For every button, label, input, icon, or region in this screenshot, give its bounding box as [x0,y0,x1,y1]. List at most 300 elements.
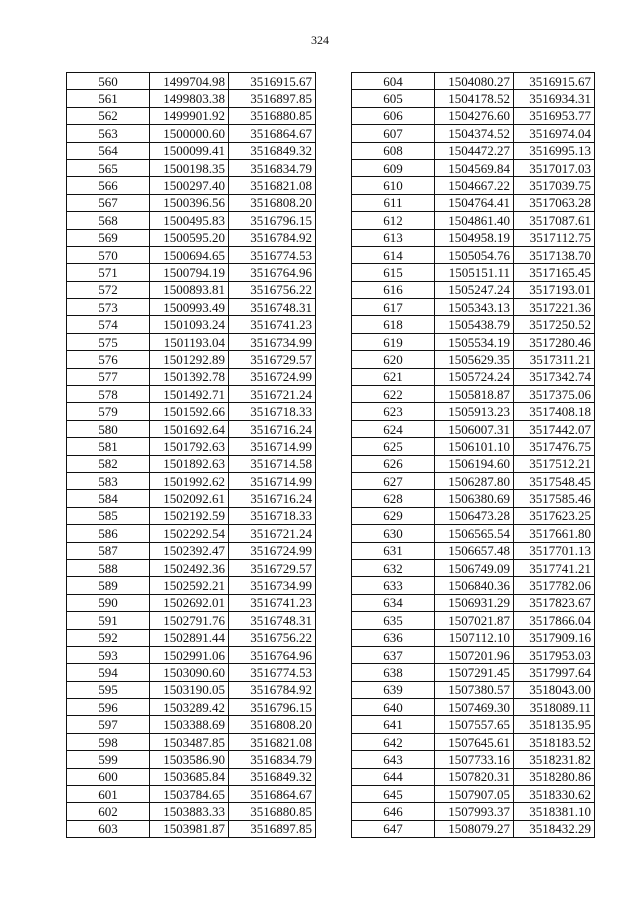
point-number-cell: 577 [67,368,150,385]
point-number-cell: 610 [352,177,435,194]
table-row [352,73,595,90]
y-coordinate-cell: 3516741.23 [229,316,316,333]
table-row [352,768,595,785]
x-coordinate-cell: 1501592.66 [150,403,229,420]
y-coordinate-cell: 3517138.70 [514,246,595,263]
right-table-body [352,73,595,838]
point-number-cell: 615 [352,264,435,281]
x-coordinate-cell: 1505247.24 [435,281,514,298]
y-coordinate-cell: 3516764.96 [229,646,316,663]
point-number-cell: 568 [67,212,150,229]
point-number-cell: 595 [67,681,150,698]
table-row [352,316,595,333]
table-row [352,472,595,489]
point-number-cell: 564 [67,142,150,159]
table-row [352,212,595,229]
table-row [67,264,316,281]
point-number-cell: 627 [352,472,435,489]
y-coordinate-cell: 3517623.25 [514,507,595,524]
x-coordinate-cell: 1499704.98 [150,73,229,90]
table-row [352,264,595,281]
table-row [67,507,316,524]
point-number-cell: 592 [67,629,150,646]
point-number-cell: 635 [352,612,435,629]
point-number-cell: 575 [67,333,150,350]
point-number-cell: 629 [352,507,435,524]
y-coordinate-cell: 3516774.53 [229,246,316,263]
x-coordinate-cell: 1503487.85 [150,733,229,750]
table-row [352,681,595,698]
y-coordinate-cell: 3516953.77 [514,107,595,124]
y-coordinate-cell: 3516849.32 [229,768,316,785]
table-row [67,664,316,681]
point-number-cell: 619 [352,333,435,350]
point-number-cell: 646 [352,803,435,820]
table-row [67,316,316,333]
y-coordinate-cell: 3516864.67 [229,125,316,142]
x-coordinate-cell: 1500893.81 [150,281,229,298]
table-row [67,699,316,716]
x-coordinate-cell: 1506840.36 [435,577,514,594]
table-row [67,646,316,663]
y-coordinate-cell: 3516756.22 [229,629,316,646]
y-coordinate-cell: 3516716.24 [229,490,316,507]
table-row [67,490,316,507]
table-row [352,525,595,542]
y-coordinate-cell: 3517165.45 [514,264,595,281]
y-coordinate-cell: 3517512.21 [514,455,595,472]
y-coordinate-cell: 3516849.32 [229,142,316,159]
table-row [352,577,595,594]
point-number-cell: 574 [67,316,150,333]
table-row [352,438,595,455]
point-number-cell: 594 [67,664,150,681]
y-coordinate-cell: 3517250.52 [514,316,595,333]
x-coordinate-cell: 1506473.28 [435,507,514,524]
table-row [67,803,316,820]
left-table-body [67,73,316,838]
point-number-cell: 645 [352,786,435,803]
x-coordinate-cell: 1501292.89 [150,351,229,368]
y-coordinate-cell: 3517442.07 [514,420,595,437]
table-row [67,229,316,246]
x-coordinate-cell: 1506007.31 [435,420,514,437]
x-coordinate-cell: 1507733.16 [435,751,514,768]
x-coordinate-cell: 1506749.09 [435,559,514,576]
point-number-cell: 611 [352,194,435,211]
x-coordinate-cell: 1500198.35 [150,159,229,176]
x-coordinate-cell: 1500396.56 [150,194,229,211]
point-number-cell: 631 [352,542,435,559]
y-coordinate-cell: 3516714.99 [229,438,316,455]
table-row [67,594,316,611]
y-coordinate-cell: 3516724.99 [229,542,316,559]
y-coordinate-cell: 3516784.92 [229,229,316,246]
y-coordinate-cell: 3516718.33 [229,507,316,524]
x-coordinate-cell: 1505913.23 [435,403,514,420]
x-coordinate-cell: 1503388.69 [150,716,229,733]
table-row [67,681,316,698]
y-coordinate-cell: 3516821.08 [229,733,316,750]
point-number-cell: 602 [67,803,150,820]
point-number-cell: 614 [352,246,435,263]
x-coordinate-cell: 1501093.24 [150,316,229,333]
y-coordinate-cell: 3517997.64 [514,664,595,681]
y-coordinate-cell: 3516729.57 [229,559,316,576]
point-number-cell: 585 [67,507,150,524]
x-coordinate-cell: 1507021.87 [435,612,514,629]
x-coordinate-cell: 1505151.11 [435,264,514,281]
table-row [352,281,595,298]
table-row [67,73,316,90]
point-number-cell: 637 [352,646,435,663]
x-coordinate-cell: 1503685.84 [150,768,229,785]
y-coordinate-cell: 3516721.24 [229,525,316,542]
x-coordinate-cell: 1506287.80 [435,472,514,489]
point-number-cell: 581 [67,438,150,455]
x-coordinate-cell: 1507645.61 [435,733,514,750]
point-number-cell: 606 [352,107,435,124]
table-row [352,159,595,176]
x-coordinate-cell: 1507993.37 [435,803,514,820]
y-coordinate-cell: 3516808.20 [229,194,316,211]
table-row [352,177,595,194]
point-number-cell: 579 [67,403,150,420]
table-row [352,90,595,107]
x-coordinate-cell: 1503784.65 [150,786,229,803]
point-number-cell: 626 [352,455,435,472]
x-coordinate-cell: 1507291.45 [435,664,514,681]
y-coordinate-cell: 3518135.95 [514,716,595,733]
point-number-cell: 569 [67,229,150,246]
point-number-cell: 643 [352,751,435,768]
y-coordinate-cell: 3516718.33 [229,403,316,420]
y-coordinate-cell: 3518381.10 [514,803,595,820]
x-coordinate-cell: 1503289.42 [150,699,229,716]
y-coordinate-cell: 3517661.80 [514,525,595,542]
point-number-cell: 597 [67,716,150,733]
point-number-cell: 644 [352,768,435,785]
point-number-cell: 572 [67,281,150,298]
x-coordinate-cell: 1503090.60 [150,664,229,681]
table-row [352,455,595,472]
x-coordinate-cell: 1501392.78 [150,368,229,385]
y-coordinate-cell: 3517311.21 [514,351,595,368]
point-number-cell: 628 [352,490,435,507]
table-row [352,246,595,263]
table-row [67,768,316,785]
point-number-cell: 638 [352,664,435,681]
table-row [67,159,316,176]
point-number-cell: 586 [67,525,150,542]
table-row [67,559,316,576]
x-coordinate-cell: 1507380.57 [435,681,514,698]
point-number-cell: 598 [67,733,150,750]
y-coordinate-cell: 3516995.13 [514,142,595,159]
x-coordinate-cell: 1504569.84 [435,159,514,176]
point-number-cell: 607 [352,125,435,142]
point-number-cell: 573 [67,299,150,316]
table-row [67,786,316,803]
table-row [67,333,316,350]
table-row [67,142,316,159]
point-number-cell: 624 [352,420,435,437]
point-number-cell: 618 [352,316,435,333]
x-coordinate-cell: 1502692.01 [150,594,229,611]
y-coordinate-cell: 3516714.99 [229,472,316,489]
x-coordinate-cell: 1502492.36 [150,559,229,576]
table-row [67,125,316,142]
y-coordinate-cell: 3516724.99 [229,368,316,385]
point-number-cell: 630 [352,525,435,542]
point-number-cell: 588 [67,559,150,576]
x-coordinate-cell: 1503586.90 [150,751,229,768]
table-row [352,646,595,663]
x-coordinate-cell: 1502891.44 [150,629,229,646]
x-coordinate-cell: 1501892.63 [150,455,229,472]
table-row [67,716,316,733]
x-coordinate-cell: 1505534.19 [435,333,514,350]
y-coordinate-cell: 3517866.04 [514,612,595,629]
point-number-cell: 625 [352,438,435,455]
point-number-cell: 576 [67,351,150,368]
table-row [352,507,595,524]
x-coordinate-cell: 1506380.69 [435,490,514,507]
y-coordinate-cell: 3516729.57 [229,351,316,368]
point-number-cell: 639 [352,681,435,698]
table-row [67,420,316,437]
point-number-cell: 601 [67,786,150,803]
y-coordinate-cell: 3516741.23 [229,594,316,611]
point-number-cell: 604 [352,73,435,90]
point-number-cell: 587 [67,542,150,559]
point-number-cell: 591 [67,612,150,629]
point-number-cell: 567 [67,194,150,211]
x-coordinate-cell: 1504764.41 [435,194,514,211]
x-coordinate-cell: 1499803.38 [150,90,229,107]
point-number-cell: 617 [352,299,435,316]
x-coordinate-cell: 1507112.10 [435,629,514,646]
x-coordinate-cell: 1500993.49 [150,299,229,316]
x-coordinate-cell: 1500099.41 [150,142,229,159]
table-row [352,612,595,629]
table-row [67,612,316,629]
y-coordinate-cell: 3516784.92 [229,681,316,698]
table-row [352,786,595,803]
y-coordinate-cell: 3517280.46 [514,333,595,350]
table-row [67,542,316,559]
y-coordinate-cell: 3518432.29 [514,820,595,837]
x-coordinate-cell: 1502392.47 [150,542,229,559]
y-coordinate-cell: 3517112.75 [514,229,595,246]
point-number-cell: 593 [67,646,150,663]
y-coordinate-cell: 3516974.04 [514,125,595,142]
table-row [352,542,595,559]
x-coordinate-cell: 1503883.33 [150,803,229,820]
y-coordinate-cell: 3516716.24 [229,420,316,437]
x-coordinate-cell: 1505818.87 [435,386,514,403]
table-row [352,125,595,142]
table-row [67,107,316,124]
x-coordinate-cell: 1502192.59 [150,507,229,524]
x-coordinate-cell: 1506565.54 [435,525,514,542]
y-coordinate-cell: 3518043.00 [514,681,595,698]
point-number-cell: 565 [67,159,150,176]
y-coordinate-cell: 3518280.86 [514,768,595,785]
y-coordinate-cell: 3518183.52 [514,733,595,750]
y-coordinate-cell: 3517408.18 [514,403,595,420]
point-number-cell: 612 [352,212,435,229]
y-coordinate-cell: 3517087.61 [514,212,595,229]
table-row [352,229,595,246]
x-coordinate-cell: 1500495.83 [150,212,229,229]
point-number-cell: 590 [67,594,150,611]
point-number-cell: 603 [67,820,150,837]
left-coordinate-table [66,72,316,838]
table-row [352,420,595,437]
y-coordinate-cell: 3516721.24 [229,386,316,403]
point-number-cell: 571 [67,264,150,281]
point-number-cell: 608 [352,142,435,159]
table-row [67,820,316,837]
y-coordinate-cell: 3516864.67 [229,786,316,803]
point-number-cell: 589 [67,577,150,594]
point-number-cell: 584 [67,490,150,507]
table-row [352,403,595,420]
y-coordinate-cell: 3517741.21 [514,559,595,576]
table-row [352,820,595,837]
x-coordinate-cell: 1504861.40 [435,212,514,229]
point-number-cell: 621 [352,368,435,385]
x-coordinate-cell: 1502292.54 [150,525,229,542]
point-number-cell: 562 [67,107,150,124]
page-number: 324 [311,33,329,47]
point-number-cell: 634 [352,594,435,611]
y-coordinate-cell: 3516934.31 [514,90,595,107]
table-row [67,90,316,107]
x-coordinate-cell: 1502092.61 [150,490,229,507]
point-number-cell: 632 [352,559,435,576]
point-number-cell: 560 [67,73,150,90]
y-coordinate-cell: 3517039.75 [514,177,595,194]
point-number-cell: 616 [352,281,435,298]
point-number-cell: 620 [352,351,435,368]
y-coordinate-cell: 3517585.46 [514,490,595,507]
point-number-cell: 599 [67,751,150,768]
point-number-cell: 605 [352,90,435,107]
y-coordinate-cell: 3516897.85 [229,90,316,107]
x-coordinate-cell: 1503190.05 [150,681,229,698]
x-coordinate-cell: 1504472.27 [435,142,514,159]
table-row [67,577,316,594]
table-row [352,299,595,316]
point-number-cell: 596 [67,699,150,716]
table-row [67,368,316,385]
point-number-cell: 642 [352,733,435,750]
y-coordinate-cell: 3516880.85 [229,107,316,124]
table-row [352,751,595,768]
point-number-cell: 570 [67,246,150,263]
left-coordinate-table-container [66,72,316,838]
y-coordinate-cell: 3518089.11 [514,699,595,716]
x-coordinate-cell: 1507907.05 [435,786,514,803]
table-row [352,629,595,646]
point-number-cell: 566 [67,177,150,194]
y-coordinate-cell: 3516756.22 [229,281,316,298]
x-coordinate-cell: 1500694.65 [150,246,229,263]
x-coordinate-cell: 1506657.48 [435,542,514,559]
table-row [352,664,595,681]
table-row [67,194,316,211]
point-number-cell: 641 [352,716,435,733]
x-coordinate-cell: 1500000.60 [150,125,229,142]
x-coordinate-cell: 1506194.60 [435,455,514,472]
table-row [67,455,316,472]
y-coordinate-cell: 3516764.96 [229,264,316,281]
x-coordinate-cell: 1506101.10 [435,438,514,455]
y-coordinate-cell: 3517375.06 [514,386,595,403]
y-coordinate-cell: 3516714.58 [229,455,316,472]
x-coordinate-cell: 1504958.19 [435,229,514,246]
y-coordinate-cell: 3517953.03 [514,646,595,663]
y-coordinate-cell: 3516734.99 [229,333,316,350]
y-coordinate-cell: 3516834.79 [229,159,316,176]
x-coordinate-cell: 1500595.20 [150,229,229,246]
x-coordinate-cell: 1505629.35 [435,351,514,368]
table-row [67,246,316,263]
y-coordinate-cell: 3517823.67 [514,594,595,611]
table-row [67,212,316,229]
y-coordinate-cell: 3516915.67 [229,73,316,90]
point-number-cell: 623 [352,403,435,420]
x-coordinate-cell: 1501492.71 [150,386,229,403]
point-number-cell: 647 [352,820,435,837]
point-number-cell: 600 [67,768,150,785]
y-coordinate-cell: 3517701.13 [514,542,595,559]
y-coordinate-cell: 3517476.75 [514,438,595,455]
table-row [67,351,316,368]
point-number-cell: 578 [67,386,150,403]
y-coordinate-cell: 3516834.79 [229,751,316,768]
table-row [67,438,316,455]
x-coordinate-cell: 1505343.13 [435,299,514,316]
table-row [67,472,316,489]
y-coordinate-cell: 3517548.45 [514,472,595,489]
point-number-cell: 583 [67,472,150,489]
x-coordinate-cell: 1502791.76 [150,612,229,629]
x-coordinate-cell: 1505438.79 [435,316,514,333]
x-coordinate-cell: 1501692.64 [150,420,229,437]
y-coordinate-cell: 3517017.03 [514,159,595,176]
table-row [352,333,595,350]
x-coordinate-cell: 1507557.65 [435,716,514,733]
table-row [352,733,595,750]
x-coordinate-cell: 1506931.29 [435,594,514,611]
right-coordinate-table-container [351,72,595,838]
point-number-cell: 636 [352,629,435,646]
table-row [352,386,595,403]
x-coordinate-cell: 1502592.21 [150,577,229,594]
table-row [67,177,316,194]
y-coordinate-cell: 3516796.15 [229,212,316,229]
y-coordinate-cell: 3517342.74 [514,368,595,385]
x-coordinate-cell: 1500297.40 [150,177,229,194]
table-row [67,751,316,768]
table-row [352,716,595,733]
y-coordinate-cell: 3516796.15 [229,699,316,716]
x-coordinate-cell: 1503981.87 [150,820,229,837]
y-coordinate-cell: 3516774.53 [229,664,316,681]
